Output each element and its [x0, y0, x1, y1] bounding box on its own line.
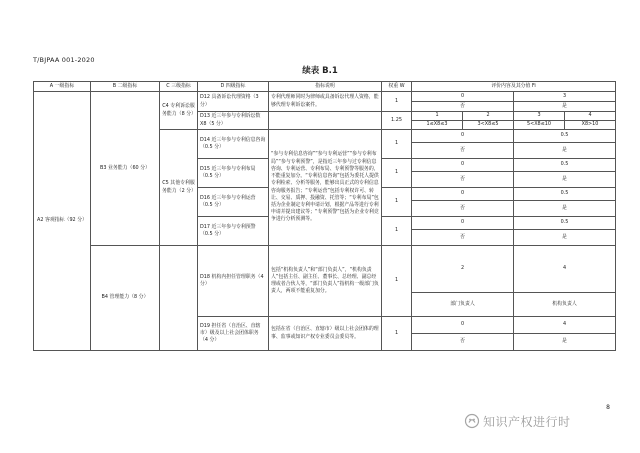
- watermark: [464, 412, 571, 430]
- wechat-logo-icon: [464, 413, 480, 429]
- table-row: [34, 246, 616, 290]
- weight-d14: 1: [382, 130, 412, 159]
- weight-d15: 1: [382, 159, 412, 188]
- standard-code: T/BJPAA 001-2020: [33, 56, 95, 64]
- score-d13-4: 4: [565, 112, 616, 121]
- header-description: 指标说明: [269, 82, 382, 92]
- page-number: 8: [606, 404, 610, 411]
- level2-b3: B3 业务能力（60 分）: [91, 92, 160, 246]
- score-d18-low: 2: [412, 246, 514, 293]
- weight-d17: 1: [382, 217, 412, 246]
- score-d19-high: 4: [514, 317, 616, 334]
- desc-d13: [269, 112, 382, 130]
- level4-d14: D14 近三年参与专利信息咨询（0.5 分）: [198, 130, 269, 159]
- score-d18-high: 4: [514, 246, 616, 293]
- score-d17-high: 0.5: [514, 217, 616, 230]
- level4-d12: D12 具备诉讼代理资格（3 分）: [198, 92, 269, 112]
- score-d13-2: 2: [463, 112, 514, 121]
- desc-d18: 包括“机构负责人”和“部门负责人”，“机构负责人”包括主任、副主任、董事长、总经理、副总经理或者合伙人等，“部门负责人”指机构一级部门负责人，两项不能重复加分。: [269, 246, 382, 317]
- score-d12-low: 0: [412, 92, 514, 102]
- criteria-d12-low: 否: [412, 102, 514, 112]
- level4-d18: D18 机构内担任管理职务（4 分）: [198, 246, 269, 317]
- desc-d12: 专利代理师同时为律师或具备诉讼代理人资格，能够代理专利诉讼案件。: [269, 92, 382, 112]
- header-weight: 权重 W: [382, 82, 412, 92]
- header-score: 评价内容及其分值 Fi: [412, 82, 616, 92]
- level4-d16: D16 近三年参与专利运营（0.5 分）: [198, 188, 269, 217]
- level4-d13: D13 近三年参与专利诉讼数 X8（5 分）: [198, 112, 269, 130]
- criteria-d18-high: 机构负责人: [514, 293, 616, 317]
- criteria-d13-4: X8>10: [565, 121, 616, 130]
- score-d15-low: 0: [412, 159, 514, 172]
- table-title: 续表 B.1: [302, 66, 338, 76]
- score-d15-high: 0.5: [514, 159, 616, 172]
- criteria-d19-high: 是: [514, 334, 616, 351]
- weight-d13: 1.25: [382, 112, 412, 130]
- criteria-d19-low: 否: [412, 334, 514, 351]
- level3-b4-empty: [160, 246, 198, 351]
- level2-b4: B4 管理能力（8 分）: [91, 246, 160, 351]
- criteria-d13-1: 1≤X8≤3: [412, 121, 463, 130]
- level3-c4: C4 专利诉讼服务能力（8 分）: [160, 92, 198, 130]
- criteria-d17-low: 否: [412, 230, 514, 246]
- level4-d19: D19 担任省（自治区、直辖市）级及以上社会团体职务（4 分）: [198, 317, 269, 351]
- level1-a2: A2 客观指标（92 分）: [34, 92, 91, 351]
- score-d16-high: 0.5: [514, 188, 616, 201]
- criteria-d16-low: 否: [412, 201, 514, 217]
- criteria-d14-low: 否: [412, 143, 514, 159]
- level3-c5: C5 其他专利服务能力（2 分）: [160, 130, 198, 246]
- header-level1: A 一级指标: [34, 82, 91, 92]
- criteria-d12-high: 是: [514, 102, 616, 112]
- desc-c5: “参与专利信息咨询”“参与专利运营”“参与专利布局”“参与专利预警”，是指近三年参与过专利信息咨询、专利运营、专利布局、专利预警等服务的，不能重复加分。“专利信息咨询”包括为委托人提供专利检索、分析等服务，能够出具正式的专利信息咨询服务报告；“专利运营”包括专利权许可、转让、交易、质押、投融资、托管等；“专利布局”包括为企业制定专利申请计划，根据产品等进行专利申请并提出建议等；“专利预警”包括为企业专利竞争进行分析预测等。: [269, 130, 382, 246]
- score-d19-low: 0: [412, 317, 514, 334]
- weight-d19: 1: [382, 317, 412, 351]
- score-d16-low: 0: [412, 188, 514, 201]
- criteria-d13-3: 5<X8≤10: [514, 121, 565, 130]
- weight-d16: 1: [382, 188, 412, 217]
- score-d14-high: 0.5: [514, 130, 616, 143]
- weight-d12: 1: [382, 92, 412, 112]
- score-d14-low: 0: [412, 130, 514, 143]
- weight-d18: 1: [382, 246, 412, 317]
- indicator-table: [33, 81, 616, 351]
- header-level3: C 三级指标: [160, 82, 198, 92]
- score-d13-1: 1: [412, 112, 463, 121]
- score-d13-3: 3: [514, 112, 565, 121]
- table-row: [34, 92, 616, 102]
- level4-d17: D17 近三年参与专利预警（0.5 分）: [198, 217, 269, 246]
- criteria-d13-2: 3<X8≤5: [463, 121, 514, 130]
- level4-d15: D15 近三年参与专利布局（0.5 分）: [198, 159, 269, 188]
- desc-d19: 包括在省（自治区、直辖市）级以上社会团体的理事、监事或知识产权专业委员会委员等。: [269, 317, 382, 351]
- criteria-d15-low: 否: [412, 172, 514, 188]
- score-d17-low: 0: [412, 217, 514, 230]
- criteria-d15-high: 是: [514, 172, 616, 188]
- header-level2: B 二级指标: [91, 82, 160, 92]
- score-d12-high: 3: [514, 92, 616, 102]
- criteria-d17-high: 是: [514, 230, 616, 246]
- criteria-d16-high: 是: [514, 201, 616, 217]
- header-level4: D 四级指标: [198, 82, 269, 92]
- watermark-text: 知识产权进行时: [483, 414, 571, 429]
- criteria-d14-high: 是: [514, 143, 616, 159]
- header-row: [34, 82, 616, 92]
- criteria-d18-low: 部门负责人: [412, 293, 514, 317]
